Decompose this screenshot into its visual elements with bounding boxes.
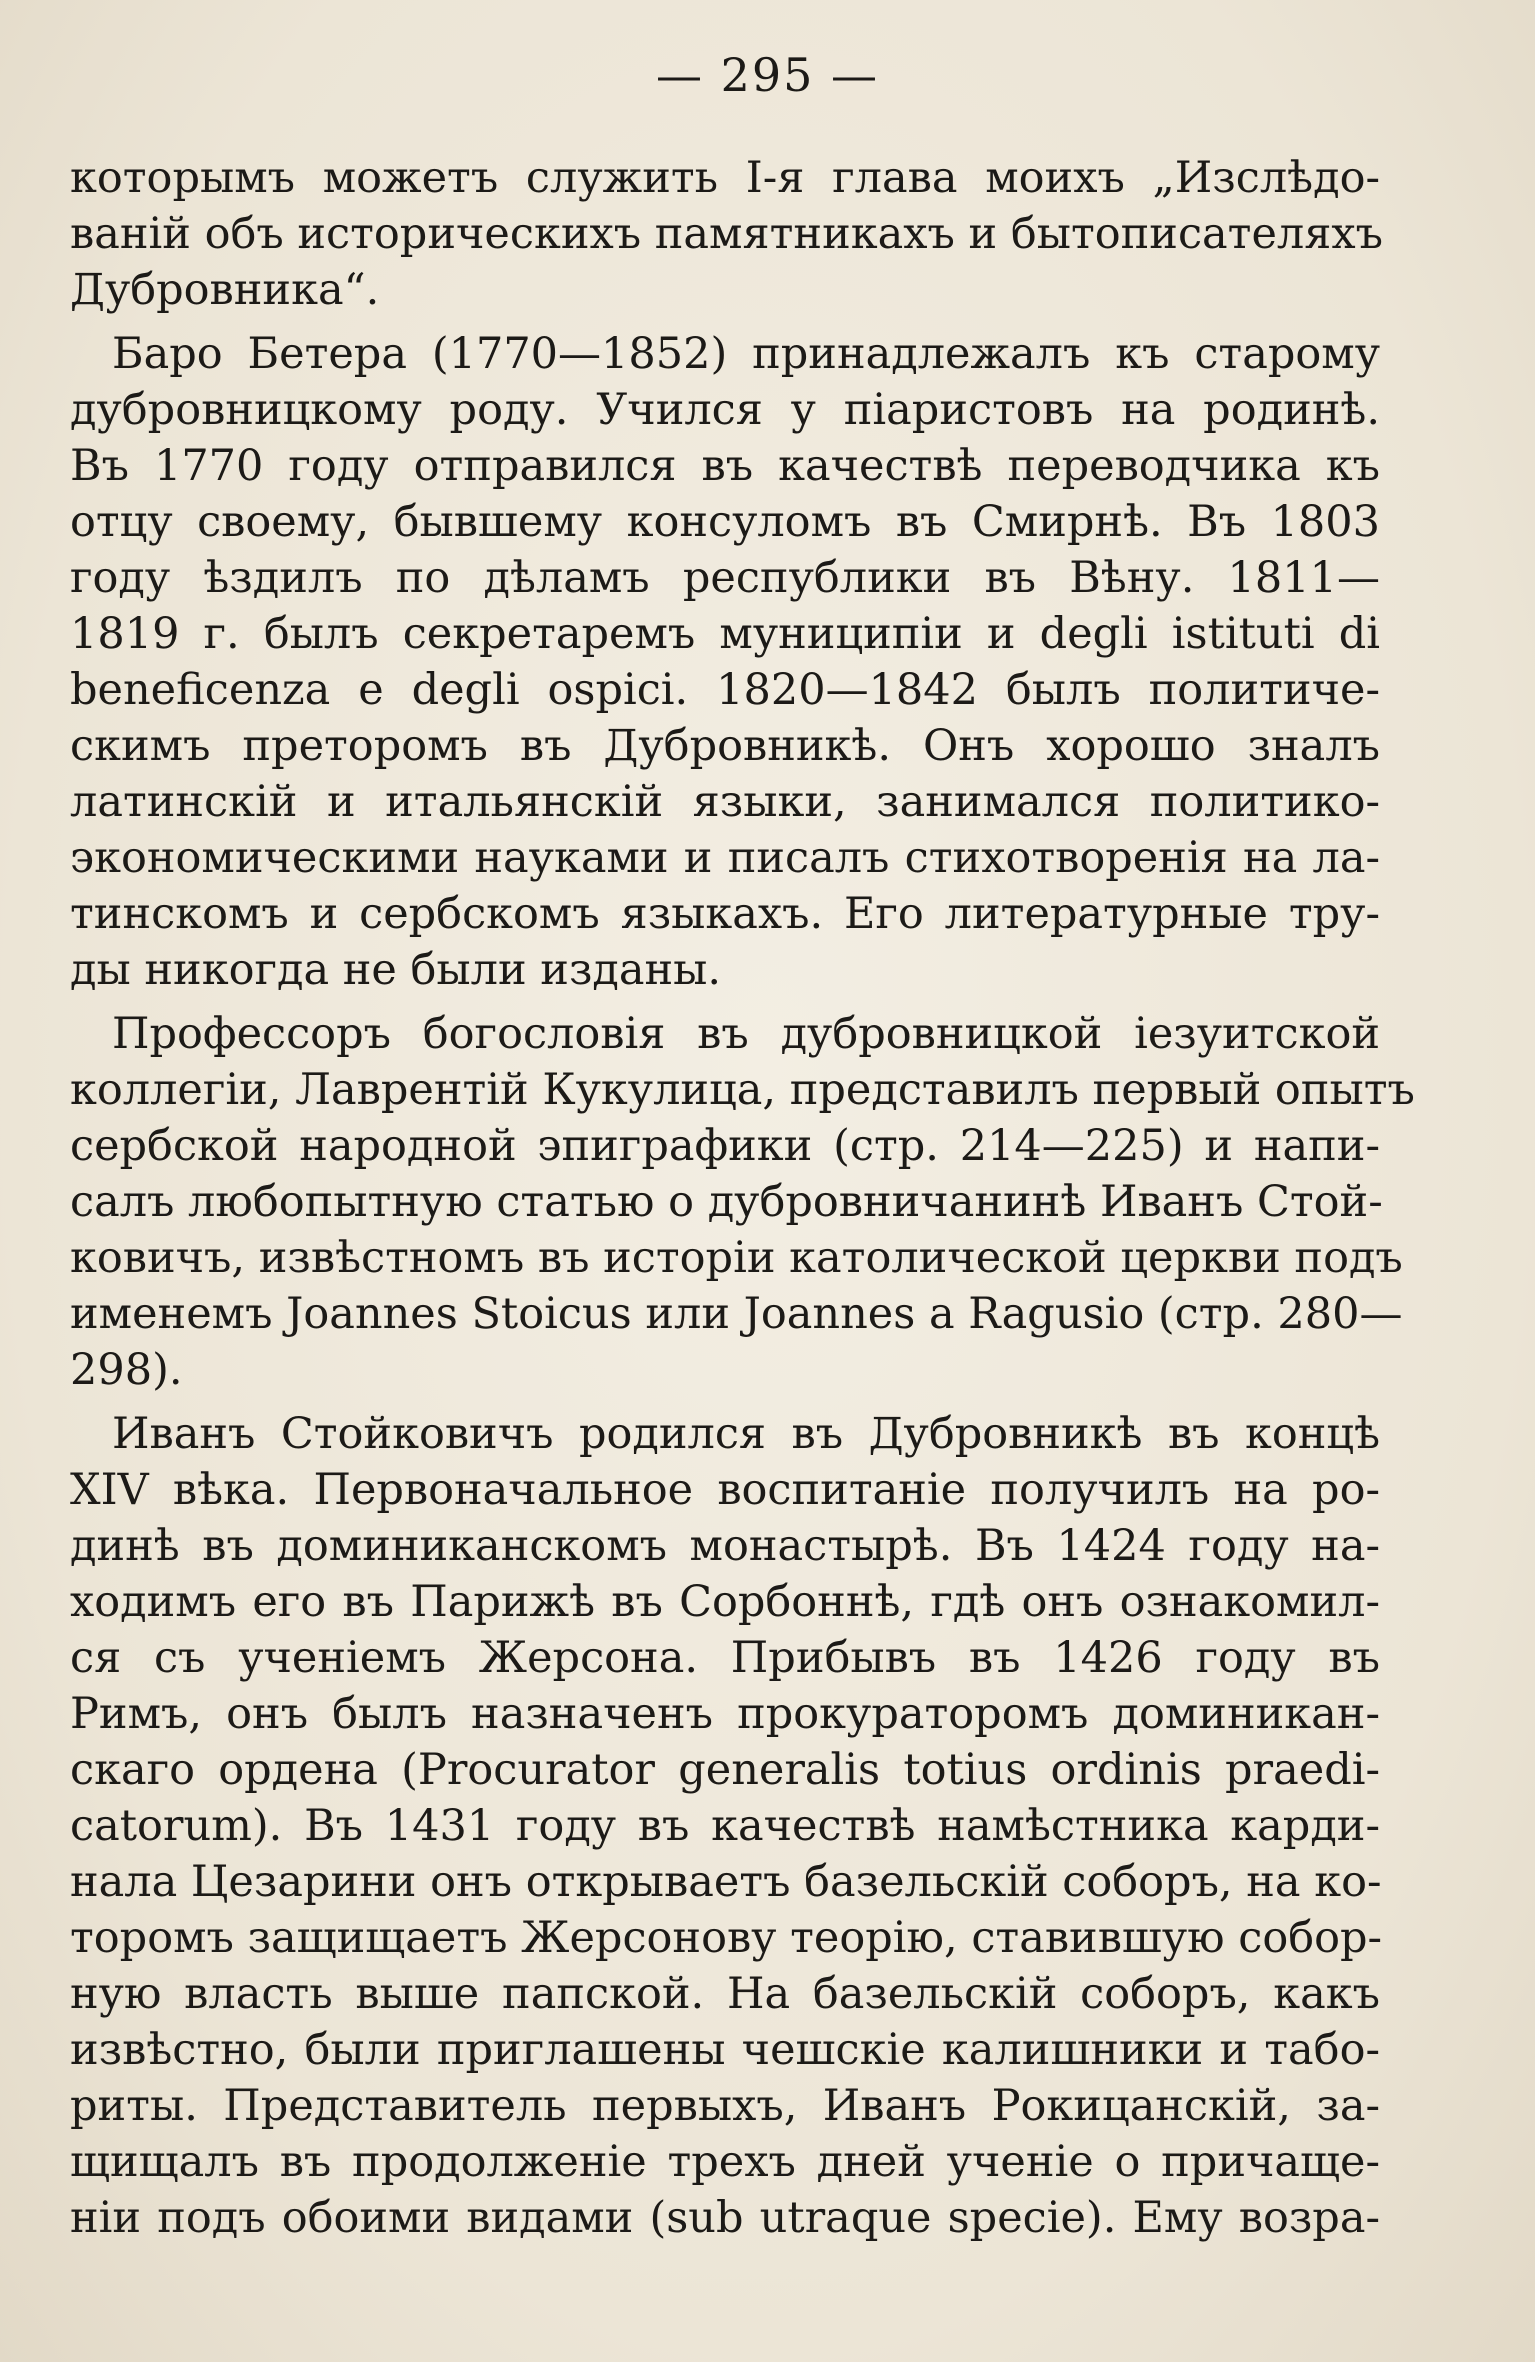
text-line: ваній объ историческихъ памятникахъ и бытописателяхъ [70,209,1383,259]
text-line: торомъ защищаетъ Жерсонову теорію, ставившую собор- [70,1913,1383,1963]
text-line: ковичъ, извѣстномъ въ исторіи католической церкви подъ [70,1233,1403,1283]
text-line: риты. Представитель первыхъ, Иванъ Рокицанскій, за- [70,2081,1380,2131]
text-line: которымъ можетъ служить I-я глава моихъ „Изслѣдо- [70,153,1380,203]
text-line: динѣ въ доминиканскомъ монастырѣ. Въ 1424 году на- [70,1521,1380,1571]
text-line: XIV вѣка. Первоначальное воспитаніе получилъ на ро- [70,1465,1380,1515]
text-line: Иванъ Стойковичъ родился въ Дубровникѣ въ концѣ [112,1409,1380,1459]
text-line: ды никогда не были изданы. [70,945,722,995]
text-line: Дубровника“. [70,265,380,315]
text-line: коллегіи, Лаврентій Кукулица, представилъ первый опытъ [70,1065,1415,1115]
text-line: отцу своему, бывшему консуломъ въ Смирнѣ. Въ 1803 [70,497,1380,547]
text-line: 1819 г. былъ секретаремъ муниципіи и degli istituti di [70,609,1380,659]
text-line: скимъ преторомъ въ Дубровникѣ. Онъ хорошо зналъ [70,721,1380,771]
text-line: именемъ Joannes Stoicus или Joannes a Ragusio (стр. 280— [70,1289,1403,1339]
text-line: ніи подъ обоими видами (sub utraque specie). Ему возра- [70,2193,1380,2243]
text-line: catorum). Въ 1431 году въ качествѣ намѣстника карди- [70,1801,1380,1851]
text-line: Въ 1770 году отправился въ качествѣ переводчика къ [70,441,1380,491]
text-line: тинскомъ и сербскомъ языкахъ. Его литературные тру- [70,889,1380,939]
text-line: году ѣздилъ по дѣламъ республики въ Вѣну. 1811— [70,553,1380,603]
text-line: 298). [70,1345,183,1395]
text-line: дубровницкому роду. Учился у піаристовъ на родинѣ. [70,385,1380,435]
page-number: — 295 — [655,48,880,102]
text-line: Професcоръ богословія въ дубровницкой іезуитской [112,1009,1380,1059]
text-line: экономическими науками и писалъ стихотворенія на ла- [70,833,1380,883]
text-line: Римъ, онъ былъ назначенъ прокураторомъ доминикан- [70,1689,1380,1739]
text-line: щищалъ въ продолженіе трехъ дней ученіе о причаще- [70,2137,1380,2187]
text-line: латинскій и итальянскій языки, занимался политико- [70,777,1380,827]
text-line: ную власть выше папской. На базельскій соборъ, какъ [70,1969,1380,2019]
text-line: ходимъ его въ Парижѣ въ Сорбоннѣ, гдѣ онъ ознакомил- [70,1577,1380,1627]
text-line: beneficenza e degli ospici. 1820—1842 былъ политиче- [70,665,1380,715]
text-line: сербской народной эпиграфики (стр. 214—225) и напи- [70,1121,1380,1171]
body-text [70,150,1415,2246]
text-line: салъ любопытную статью о дубровничанинѣ Иванъ Стой- [70,1177,1383,1227]
text-line: извѣстно, были приглашены чешскіе калишники и табо- [70,2025,1380,2075]
text-line: скаго ордена (Procurator generalis totius ordinis praedi- [70,1745,1380,1795]
text-line: Баро Бетера (1770—1852) принадлежалъ къ старому [112,329,1380,379]
text-line: ся съ ученіемъ Жерсона. Прибывъ въ 1426 году въ [70,1633,1380,1683]
text-line: нала Цезарини онъ открываетъ базельскій соборъ, на ко- [70,1857,1382,1907]
